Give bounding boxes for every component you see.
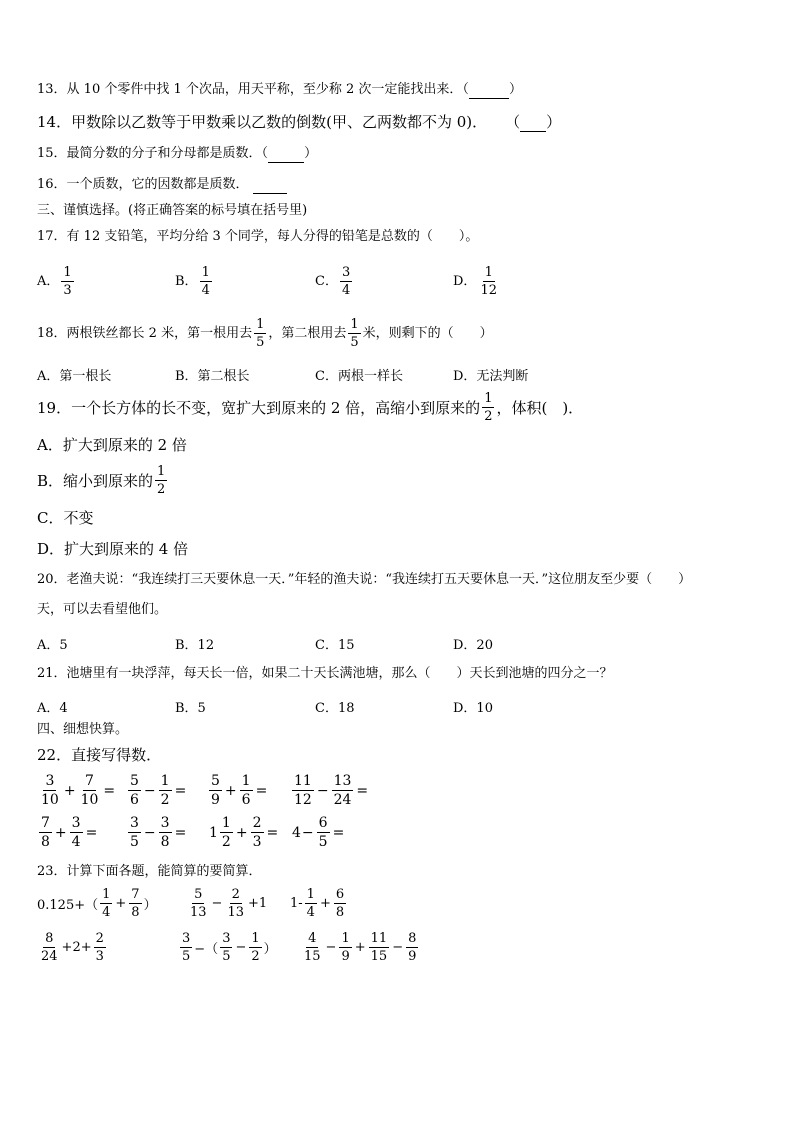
denominator: 13: [190, 905, 207, 920]
denominator: 5: [318, 834, 328, 850]
numerator: 1: [63, 265, 72, 280]
denominator: 13: [227, 905, 244, 920]
option-label: B．: [175, 274, 198, 289]
numerator: 5: [194, 887, 203, 902]
operator: −: [235, 940, 247, 955]
question-text: ，第二根用去: [268, 325, 347, 341]
question-17: [37, 229, 478, 245]
equals-sign: =: [266, 824, 279, 841]
numerator: 1: [102, 887, 111, 902]
denominator: 5: [256, 335, 265, 350]
question-23-title: 23．计算下面各题，能简算的要简算．: [37, 864, 262, 879]
answer-blank[interactable]: [469, 82, 509, 99]
option-b[interactable]: [175, 266, 214, 297]
denominator: 8: [335, 905, 345, 920]
numerator: 1: [484, 391, 493, 406]
option-b[interactable]: B．5: [175, 701, 206, 716]
numerator: 3: [130, 815, 139, 831]
denominator: 5: [222, 949, 231, 964]
option-b[interactable]: B．12: [175, 638, 215, 653]
calc-1: [37, 888, 157, 919]
denominator: 5: [130, 834, 139, 850]
operator: −: [392, 940, 404, 955]
operator: +: [54, 824, 67, 841]
operator: −: [301, 824, 314, 841]
denominator: 15: [304, 949, 321, 964]
numerator: 3: [160, 815, 170, 831]
numerator: 8: [408, 931, 417, 946]
question-text: 一个质数，它的因数都是质数．: [66, 177, 249, 192]
expression-text: ）: [143, 898, 157, 913]
answer-blank[interactable]: [268, 146, 304, 163]
numerator: 7: [131, 887, 140, 902]
option-d[interactable]: D．扩大到原来的 4 倍: [37, 540, 189, 558]
denominator: 4: [102, 905, 111, 920]
numerator: 3: [71, 815, 81, 831]
equals-sign: =: [332, 824, 345, 841]
numerator: 1: [221, 815, 231, 831]
question-14: [37, 113, 561, 132]
denominator: 3: [63, 283, 72, 298]
numerator: 7: [85, 773, 94, 789]
denominator: 9: [341, 949, 350, 964]
option-d[interactable]: [453, 266, 501, 297]
numerator: 1: [241, 773, 251, 789]
calc-4: [37, 932, 108, 963]
numerator: 4: [308, 931, 317, 946]
expression-1: [37, 774, 116, 807]
denominator: 6: [241, 792, 251, 808]
numerator: 2: [252, 815, 262, 831]
section-4-heading: 四、细想快算。: [37, 722, 129, 737]
numerator: 1: [256, 317, 265, 332]
operator: +: [224, 782, 237, 799]
expression-text: +1: [248, 896, 268, 911]
expression-7: [209, 816, 279, 849]
option-d[interactable]: D．20: [453, 638, 493, 653]
denominator: 5: [350, 335, 359, 350]
expression-3: [207, 774, 268, 807]
question-text: 甲数除以乙数等于甲数乘以乙数的倒数(甲、乙两数都不为 0)．: [71, 113, 488, 131]
numerator: 1: [350, 317, 359, 332]
numerator: 8: [45, 931, 54, 946]
denominator: 3: [252, 834, 262, 850]
option-d[interactable]: D．10: [453, 701, 493, 716]
numerator: 6: [335, 887, 345, 902]
question-number: 19．: [37, 398, 72, 417]
numerator: 1: [157, 464, 166, 479]
operator: −: [143, 782, 156, 799]
operator: +: [115, 896, 127, 911]
option-b[interactable]: [37, 465, 169, 496]
operator: −: [211, 896, 223, 911]
numerator: 3: [182, 931, 191, 946]
numerator: 1: [484, 265, 493, 280]
equals-sign: =: [255, 782, 268, 799]
denominator: 10: [41, 792, 59, 808]
numerator: 5: [130, 773, 139, 789]
numerator: 3: [341, 265, 351, 280]
equals-sign: =: [174, 824, 187, 841]
equals-sign: =: [85, 824, 98, 841]
section-3-heading: 三、谨慎选择。(将正确答案的标号填在括号里): [37, 203, 308, 218]
denominator: 6: [130, 792, 139, 808]
numerator: 11: [370, 931, 388, 946]
option-text: B．缩小到原来的: [37, 471, 154, 490]
numerator: 5: [211, 773, 220, 789]
question-15: [37, 146, 317, 163]
denominator: 9: [408, 949, 417, 964]
option-label: A．: [37, 274, 60, 289]
question-number: 13．: [37, 82, 67, 97]
option-d[interactable]: D．无法判断: [453, 369, 529, 384]
denominator: 8: [160, 834, 170, 850]
denominator: 4: [306, 905, 315, 920]
expression-5: [37, 816, 98, 849]
denominator: 8: [41, 834, 50, 850]
calc-2: [186, 888, 267, 919]
denominator: 4: [71, 834, 81, 850]
option-c[interactable]: [315, 266, 354, 297]
option-b[interactable]: B．第二根长: [175, 369, 250, 384]
question-18: [37, 318, 493, 349]
answer-blank[interactable]: [520, 113, 546, 132]
calc-5: [178, 932, 277, 963]
denominator: 2: [221, 834, 231, 850]
option-a[interactable]: A．第一根长: [37, 369, 112, 384]
option-a[interactable]: [37, 266, 76, 297]
question-number: 15．: [37, 146, 67, 161]
denominator: 2: [160, 792, 170, 808]
close-paren: ）: [508, 82, 522, 97]
close-paren: ）: [546, 113, 562, 131]
question-text: 池塘里有一块浮萍，每天长一倍，如果二十天长满池塘，那么（ ）天长到池塘的四分之一？: [66, 666, 613, 681]
question-text: 从 10 个零件中找 1 个次品，用天平称，至少称 2 次一定能找出来．（: [66, 82, 469, 97]
denominator: 4: [341, 283, 351, 298]
question-20-continued: 天，可以去看望他们。: [37, 602, 168, 617]
answer-blank[interactable]: [253, 177, 287, 194]
denominator: 12: [480, 283, 497, 298]
question-16: [37, 177, 287, 194]
operator: −: [316, 782, 329, 799]
numerator: 6: [318, 815, 328, 831]
numerator: 1: [341, 931, 350, 946]
expression-text: ）: [263, 942, 277, 957]
close-paren: ）: [304, 146, 318, 161]
numerator: 1: [160, 773, 170, 789]
expression-8: [292, 816, 345, 849]
question-text: 米，则剩下的（ ）: [362, 325, 493, 341]
operator: +: [319, 896, 331, 911]
numerator: 1: [306, 887, 315, 902]
question-number: 17．: [37, 229, 67, 244]
question-text: ，体积( )．: [496, 398, 584, 417]
denominator: 5: [182, 949, 191, 964]
expression-4: [290, 774, 369, 807]
whole-number: 4: [292, 824, 301, 841]
denominator: 8: [131, 905, 140, 920]
question-13: [37, 82, 522, 99]
expression-text: 0.125+（: [37, 898, 99, 913]
denominator: 15: [370, 949, 388, 964]
option-a[interactable]: A．4: [37, 701, 68, 716]
expression-2: [126, 774, 187, 807]
question-text: 一个长方体的长不变，宽扩大到原来的 2 倍，高缩小到原来的: [71, 398, 481, 417]
question-22-title: 22．直接写得数．: [37, 746, 162, 764]
question-20: [37, 572, 691, 588]
numerator: 3: [222, 931, 231, 946]
equals-sign: =: [356, 782, 369, 799]
operator: +: [235, 824, 248, 841]
equals-sign: =: [103, 782, 116, 799]
option-c[interactable]: C．15: [315, 638, 355, 653]
option-label: C．: [315, 274, 338, 289]
denominator: 2: [484, 409, 493, 424]
numerator: 2: [231, 887, 240, 902]
question-number: 21．: [37, 666, 67, 681]
question-number: 20．: [37, 572, 67, 587]
expression-text: 1-: [290, 896, 303, 911]
option-c[interactable]: C．两根一样长: [315, 369, 403, 384]
expression-text: +2+: [61, 940, 92, 955]
option-a[interactable]: A．5: [37, 638, 68, 653]
numerator: 13: [333, 773, 352, 789]
operator: +: [63, 782, 76, 799]
question-19: [37, 392, 583, 423]
denominator: 24: [333, 792, 352, 808]
question-text: 老渔夫说：“我连续打三天要休息一天．”年轻的渔夫说：“我连续打五天要休息一天．”这位朋友至少要（ ）: [66, 572, 692, 587]
numerator: 7: [41, 815, 50, 831]
option-c[interactable]: C．不变: [37, 509, 94, 527]
operator: +: [354, 940, 366, 955]
numerator: 1: [201, 265, 210, 280]
option-c[interactable]: C．18: [315, 701, 355, 716]
denominator: 3: [95, 949, 104, 964]
option-label: D．: [453, 274, 477, 289]
denominator: 24: [41, 949, 58, 964]
denominator: 2: [251, 949, 260, 964]
question-number: 16．: [37, 177, 67, 192]
operator: −: [143, 824, 156, 841]
question-text: 最简分数的分子和分母都是质数．（: [66, 146, 269, 161]
numerator: 3: [45, 773, 55, 789]
question-text: 有 12 支铅笔，平均分给 3 个同学，每人分得的铅笔是总数的（ ）。: [66, 229, 479, 244]
numerator: 1: [251, 931, 260, 946]
denominator: 12: [294, 792, 312, 808]
denominator: 2: [157, 482, 166, 497]
option-a[interactable]: A．扩大到原来的 2 倍: [37, 436, 187, 454]
whole-number: 1: [209, 824, 218, 841]
operator: −: [325, 940, 337, 955]
equals-sign: =: [174, 782, 187, 799]
numerator: 11: [294, 773, 312, 789]
calc-6: [300, 932, 420, 963]
question-number: 14．: [37, 113, 72, 131]
expression-6: [126, 816, 187, 849]
question-21: [37, 666, 613, 682]
numerator: 2: [95, 931, 104, 946]
open-paren: （: [505, 113, 521, 131]
question-number: 18．: [37, 325, 67, 341]
denominator: 4: [201, 283, 210, 298]
question-text: 两根铁丝都长 2 米，第一根用去: [66, 325, 253, 341]
calc-3: [290, 888, 348, 919]
expression-text: −（: [194, 942, 219, 957]
denominator: 9: [211, 792, 220, 808]
denominator: 10: [80, 792, 99, 808]
